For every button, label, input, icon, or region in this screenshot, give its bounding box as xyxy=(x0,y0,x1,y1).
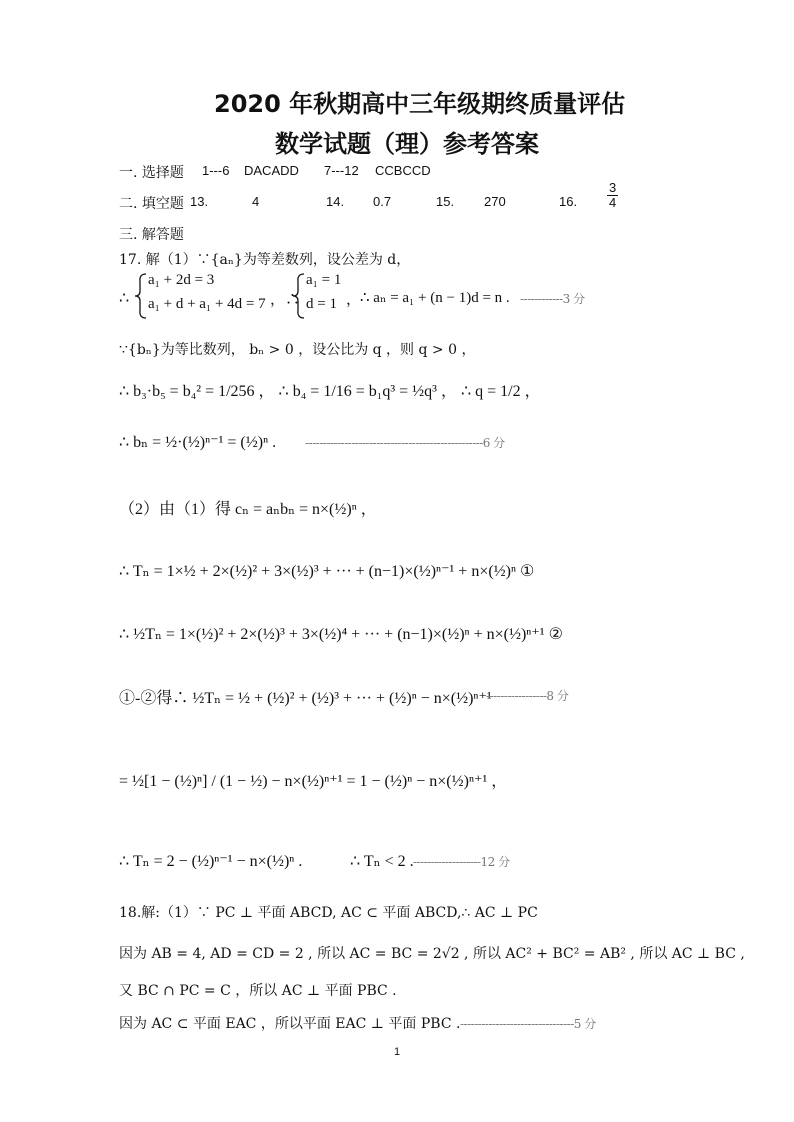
score-12: -------------------12 分 xyxy=(413,855,510,869)
section1-range2: 7---12 xyxy=(324,163,359,178)
left-brace-1 xyxy=(134,272,148,320)
q17-bn-line: ∴ bₙ = ½·(½)ⁿ⁻¹ = (½)ⁿ . xyxy=(119,434,277,451)
score-6: --------------------------------------------------6 分 xyxy=(305,436,505,450)
score-8: -----------------8 分 xyxy=(486,689,569,703)
score-5: --------------------------------5 分 xyxy=(460,1017,596,1031)
section1-range1: 1---6 xyxy=(202,163,230,178)
comma-2: ， xyxy=(346,292,362,308)
fill-14-answer: 0.7 xyxy=(373,194,392,209)
q17-tn4: = ½[1 − (½)ⁿ] / (1 − ½) − n×(½)ⁿ⁺¹ = 1 − (½)ⁿ − n×(½)ⁿ⁺¹ ， xyxy=(119,773,508,790)
fill-14-no: 14. xyxy=(326,194,345,209)
q17-bn-intro: ∵{bₙ}为等比数列， bₙ > 0 ，设公比为 q ，则 q > 0 ， xyxy=(119,342,476,358)
q17-tn6: ∴ Tₙ < 2 . xyxy=(350,853,414,870)
q18-line4: 因为 AC ⊂ 平面 EAC ，所以平面 EAC ⊥ 平面 PBC . xyxy=(119,1016,461,1032)
q17-tn3: ①-②得∴ ½Tₙ = ½ + (½)² + (½)³ + ··· + (½)ⁿ − n×(½)ⁿ⁺¹ xyxy=(119,690,492,707)
therefore-symbol: ∴ xyxy=(119,290,130,307)
sys2-bottom: d = 1 xyxy=(306,296,337,312)
fill-13-no: 13. xyxy=(190,194,209,209)
page-number: 1 xyxy=(394,1046,401,1058)
left-brace-2 xyxy=(292,272,306,320)
sys1-bottom: a₁ + d + a₁ + 4d = 7 xyxy=(148,296,266,312)
fill-16-denominator: 4 xyxy=(609,195,617,211)
q17-tn5: ∴ Tₙ = 2 − (½)ⁿ⁻¹ − n×(½)ⁿ . xyxy=(119,853,303,870)
q17-intro: 17. 解（1）∵{aₙ}为等差数列，设公差为 d， xyxy=(119,252,411,268)
q18-line2: 因为 AB = 4, AD = CD = 2 , 所以 AC = BC = 2√2 , 所以 AC² + BC² = AB² , 所以 AC ⊥ BC , xyxy=(119,946,745,962)
q17-b-line: ∴ b₃·b₅ = b₄² = 1/256 ， ∴ b₄ = 1/16 = b₁q³ = ½q³ ， ∴ q = 1/2 ， xyxy=(119,383,541,400)
fill-13-answer: 4 xyxy=(252,194,260,209)
section2-label: 二. 填空题 xyxy=(119,196,184,212)
q17-part2: （2）由（1）得 cₙ = aₙbₙ = n×(½)ⁿ ， xyxy=(119,501,377,518)
fill-16-answer xyxy=(607,181,618,211)
q17-tn1: ∴ Tₙ = 1×½ + 2×(½)² + 3×(½)³ + ··· + (n−1)×(½)ⁿ⁻¹ + n×(½)ⁿ ① xyxy=(119,563,535,580)
fill-16-no: 16. xyxy=(559,194,578,209)
fill-15-no: 15. xyxy=(436,194,455,209)
fill-15-answer: 270 xyxy=(484,194,506,209)
section1-answers1: DACADD xyxy=(244,163,299,178)
section1-answers2: CCBCCD xyxy=(375,163,431,178)
q18-line1: 18.解:（1）∵ PC ⊥ 平面 ABCD, AC ⊂ 平面 ABCD,∴ AC ⊥ PC xyxy=(119,905,538,921)
sys2-top: a₁ = 1 xyxy=(306,272,342,288)
section1-label: 一. 选择题 xyxy=(119,165,184,181)
q17-tn2: ∴ ½Tₙ = 1×(½)² + 2×(½)³ + 3×(½)⁴ + ··· + (n−1)×(½)ⁿ + n×(½)ⁿ⁺¹ ② xyxy=(119,626,563,643)
q17-an: ∴ aₙ = a₁ + (n − 1)d = n . xyxy=(360,290,510,306)
sys1-top: a₁ + 2d = 3 xyxy=(148,272,215,288)
q18-line3: 又 BC ∩ PC = C ，所以 AC ⊥ 平面 PBC . xyxy=(119,983,397,999)
title-line-1: 2020 年秋期高中三年级期终质量评估 xyxy=(214,90,626,118)
fill-16-numerator: 3 xyxy=(609,180,617,195)
title-line-2: 数学试题（理）参考答案 xyxy=(275,130,539,158)
score-3: ------------3 分 xyxy=(520,292,585,306)
section3-label: 三. 解答题 xyxy=(119,227,184,243)
comma-1: ，∴ xyxy=(270,292,301,308)
